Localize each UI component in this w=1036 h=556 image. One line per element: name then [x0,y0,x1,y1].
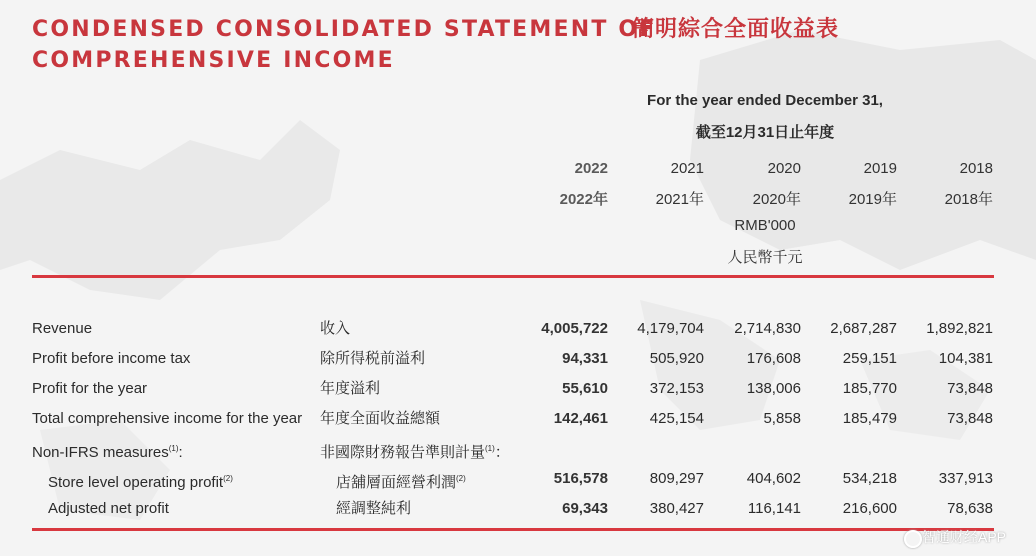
value-2019: 216,600 [842,500,897,517]
label-text: 店舖層面經營利潤 [336,474,457,491]
year-header-2020-zh: 2020年 [752,191,801,208]
title-line-1: CONDENSED CONSOLIDATED STATEMENT OF [32,17,657,42]
value-2020: 5,858 [763,410,801,427]
value-2022: 94,331 [562,350,608,367]
table-row [0,344,1036,374]
table-row [0,494,1036,524]
row-label-zh [336,464,466,498]
row-label-en: Adjusted net profit [48,500,169,517]
page-title-chinese: 簡明綜合全面收益表 [632,17,840,42]
year-header-2019-zh: 2019年 [848,191,897,208]
unit-label-zh: 人民幣千元 [727,249,803,266]
row-label-zh: 年度全面收益總額 [320,410,441,427]
value-2019: 185,479 [842,410,897,427]
year-header-2021-zh: 2021年 [655,191,704,208]
period-heading-zh: 截至12月31日止年度 [695,124,835,141]
value-2018: 1,892,821 [926,320,993,337]
title-line-2: COMPREHENSIVE INCOME [32,48,395,73]
footer-divider [32,528,994,531]
value-2018: 78,638 [947,500,993,517]
year-header-2022: 2022 [574,160,608,177]
row-label-zh: 經調整純利 [336,500,412,517]
year-header-2019: 2019 [863,160,897,177]
label-text: Non-IFRS measures [32,444,169,461]
footnote-marker: (2) [223,474,233,483]
value-2020: 138,006 [746,380,801,397]
value-2021: 372,153 [649,380,704,397]
value-2022: 142,461 [553,410,608,427]
footnote-marker: (1) [168,444,179,453]
year-header-2018: 2018 [959,160,993,177]
table-row [0,404,1036,434]
year-header-2021: 2021 [670,160,704,177]
section-heading-row [0,434,1036,464]
value-2019: 2,687,287 [830,320,897,337]
table-row [0,374,1036,404]
value-2022: 516,578 [553,470,608,487]
label-text: 非國際財務報告準則計量 [320,444,486,461]
table-row [0,314,1036,344]
value-2021: 809,297 [649,470,704,487]
value-2020: 2,714,830 [734,320,801,337]
row-label-en: Revenue [32,320,93,337]
value-2019: 534,218 [842,470,897,487]
row-label-zh: 收入 [320,320,351,337]
unit-label-en: RMB'000 [734,217,796,234]
value-2021: 505,920 [649,350,704,367]
label-text: Store level operating profit [48,474,224,491]
value-2020: 404,602 [746,470,801,487]
value-2021: 4,179,704 [637,320,704,337]
value-2020: 176,608 [746,350,801,367]
footnote-marker: (2) [456,474,466,483]
watermark: 智通财经APP [922,529,1007,545]
value-2018: 73,848 [947,410,993,427]
value-2019: 185,770 [842,380,897,397]
year-header-2018-zh: 2018年 [944,191,993,208]
row-label-zh: 年度溢利 [320,380,381,397]
header-divider [32,275,994,278]
value-2021: 425,154 [649,410,704,427]
row-label-en [48,464,233,498]
value-2019: 259,151 [842,350,897,367]
label-suffix: : [178,444,183,461]
value-2018: 73,848 [947,380,993,397]
footnote-marker: (1) [485,444,495,453]
value-2018: 337,913 [938,470,993,487]
value-2018: 104,381 [938,350,993,367]
row-label-zh: 除所得税前溢利 [320,350,426,367]
page-title-english [32,14,657,76]
year-header-2022-zh: 2022年 [559,191,608,208]
row-label-en [32,434,183,468]
row-label-en: Profit before income tax [32,350,191,367]
value-2022: 55,610 [562,380,608,397]
value-2022: 4,005,722 [541,320,608,337]
row-label-en: Profit for the year [32,380,148,397]
table-row [0,464,1036,494]
row-label-en: Total comprehensive income for the year [32,410,303,427]
value-2022: 69,343 [562,500,608,517]
value-2020: 116,141 [747,500,801,517]
label-suffix: ： [494,444,510,461]
value-2021: 380,427 [649,500,704,517]
year-header-2020: 2020 [767,160,801,177]
row-label-zh [320,434,510,468]
period-heading-en: For the year ended December 31, [647,92,883,109]
watermark-logo-icon [904,530,922,548]
